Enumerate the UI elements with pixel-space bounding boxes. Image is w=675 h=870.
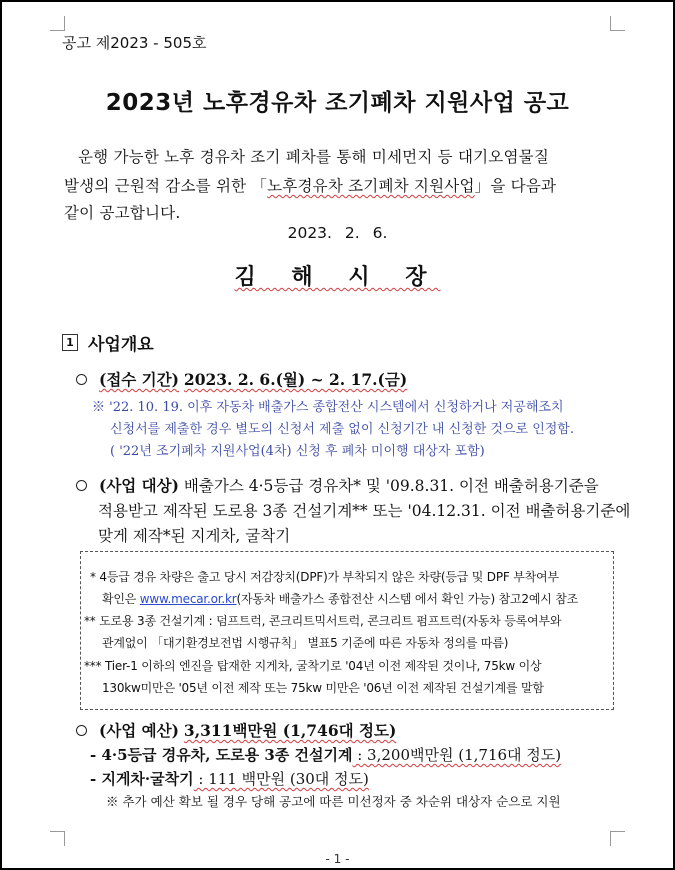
budget-note: ※ 추가 예산 확보 될 경우 당해 공고에 따른 미선정자 중 차순위 대상자 순으로 지원 <box>106 794 561 809</box>
footnote-1-line-1: * 4등급 경유 차량은 출고 당시 저감장치(DPF)가 부착되지 않은 차량(등급 및 DPF 부착여부 <box>90 570 559 584</box>
footnote-3-line-1: *** Tier-1 이하의 엔진을 탑재한 지게차, 굴착기로 '04년 이전 제작된 것이나, 75kw 이상 <box>84 659 542 673</box>
period-note-line-3: ( '22년 조기폐차 지원사업(4차) 신청 후 폐차 미이행 대상자 포함) <box>110 444 485 459</box>
budget-item <box>76 719 396 741</box>
crop-mark-bottom-left <box>50 831 65 846</box>
section-number-box: 1 <box>62 334 78 351</box>
footnote-3-line-2: 130kw미만은 '05년 이전 제작 또는 75kw 미만은 '06년 이전 제작된 건설기계를 말함 <box>102 681 544 695</box>
intro-line-2-end: 」을 다음과 <box>474 177 557 195</box>
period-item <box>76 368 407 390</box>
page-title: 2023년 노후경유차 조기폐차 지원사업 공고 <box>105 90 570 116</box>
budget-item-2 <box>90 768 369 789</box>
target-line-3: 맞게 제작*된 지게차, 굴착기 <box>98 527 291 545</box>
mecar-link[interactable]: www.mecar.or.kr <box>139 592 237 606</box>
budget-item-2-label: - 지게차·굴착기 <box>90 770 194 788</box>
budget-item-1-label: - 4·5등급 경유차, 도로용 3종 건설기계 <box>90 746 353 764</box>
program-name: 노후경유차 조기폐차 지원사업 <box>267 177 475 195</box>
target-line-2: 적용받고 제작된 도로용 3종 건설기계** 또는 '04.12.31. 이전 배출허용기준에 <box>98 502 631 520</box>
period-label: (접수 기간) <box>99 370 179 389</box>
section-title: 사업개요 <box>88 335 154 355</box>
circle-bullet-icon <box>76 374 87 385</box>
target-line-1: 배출가스 4·5등급 경유차* 및 '09.8.31. 이전 배출허용기준을 <box>183 477 599 495</box>
target-label: (사업 대상) <box>99 476 179 495</box>
intro-line-2-start: 발생의 근원적 감소를 위한 「 <box>64 177 268 195</box>
footnote-1-line-2-start: 확인은 <box>102 592 140 606</box>
intro-line-1: 운행 가능한 노후 경유차 조기 폐차를 통해 미세먼지 등 대기오염물질 <box>78 148 549 166</box>
target-item <box>76 474 599 496</box>
crop-mark-top-right <box>610 16 625 31</box>
circle-bullet-icon <box>76 725 87 736</box>
footnote-1-line-2-end: (자동차 배출가스 종합전산 시스템 에서 확인 가능) 참고2예시 참조 <box>236 592 579 606</box>
budget-item-1-value: : 3,200백만원 (1,716대 정도) <box>352 746 562 764</box>
intro-line-3: 같이 공고합니다. <box>64 204 181 222</box>
period-value: 2023. 2. 6.(월) ~ 2. 17.(금) <box>183 370 408 389</box>
issuing-authority <box>2 260 673 291</box>
period-note-line-2: 신청서를 제출한 경우 별도의 신청서 제출 없이 신청기간 내 신청한 것으로 인정함. <box>110 422 575 437</box>
crop-mark-top-left <box>50 16 65 31</box>
authority-name: 김 해 시 장 <box>234 265 441 290</box>
footnote-2-line-1: ** 도로용 3종 건설기계 : 덤프트럭, 콘크리트믹서트럭, 콘크리트 펌프트럭(자동차 등록여부와 <box>84 614 562 628</box>
footnote-1-line-2 <box>102 590 578 607</box>
budget-label: (사업 예산) <box>99 721 179 740</box>
page-number: - 1 - <box>325 852 350 866</box>
budget-item-1 <box>90 744 561 765</box>
footnote-2-line-2: 관계없이 「대기환경보전법 시행규칙」 별표5 기준에 따른 자동차 정의를 따름) <box>102 636 509 650</box>
circle-bullet-icon <box>76 480 87 491</box>
notice-number: 공고 제2023 - 505호 <box>62 34 207 52</box>
budget-value: 3,311백만원 (1,746대 정도) <box>183 721 397 740</box>
period-note-line-1: ※ '22. 10. 19. 이후 자동차 배출가스 종합전산 시스템에서 신청하거나 저공해조치 <box>92 400 564 415</box>
intro-line-2 <box>64 174 616 196</box>
notice-date: 2023. 2. 6. <box>287 224 388 242</box>
section-heading <box>62 330 154 355</box>
crop-mark-bottom-right <box>610 831 625 846</box>
budget-item-2-value: : 111 백만원 (30대 정도) <box>193 770 369 788</box>
